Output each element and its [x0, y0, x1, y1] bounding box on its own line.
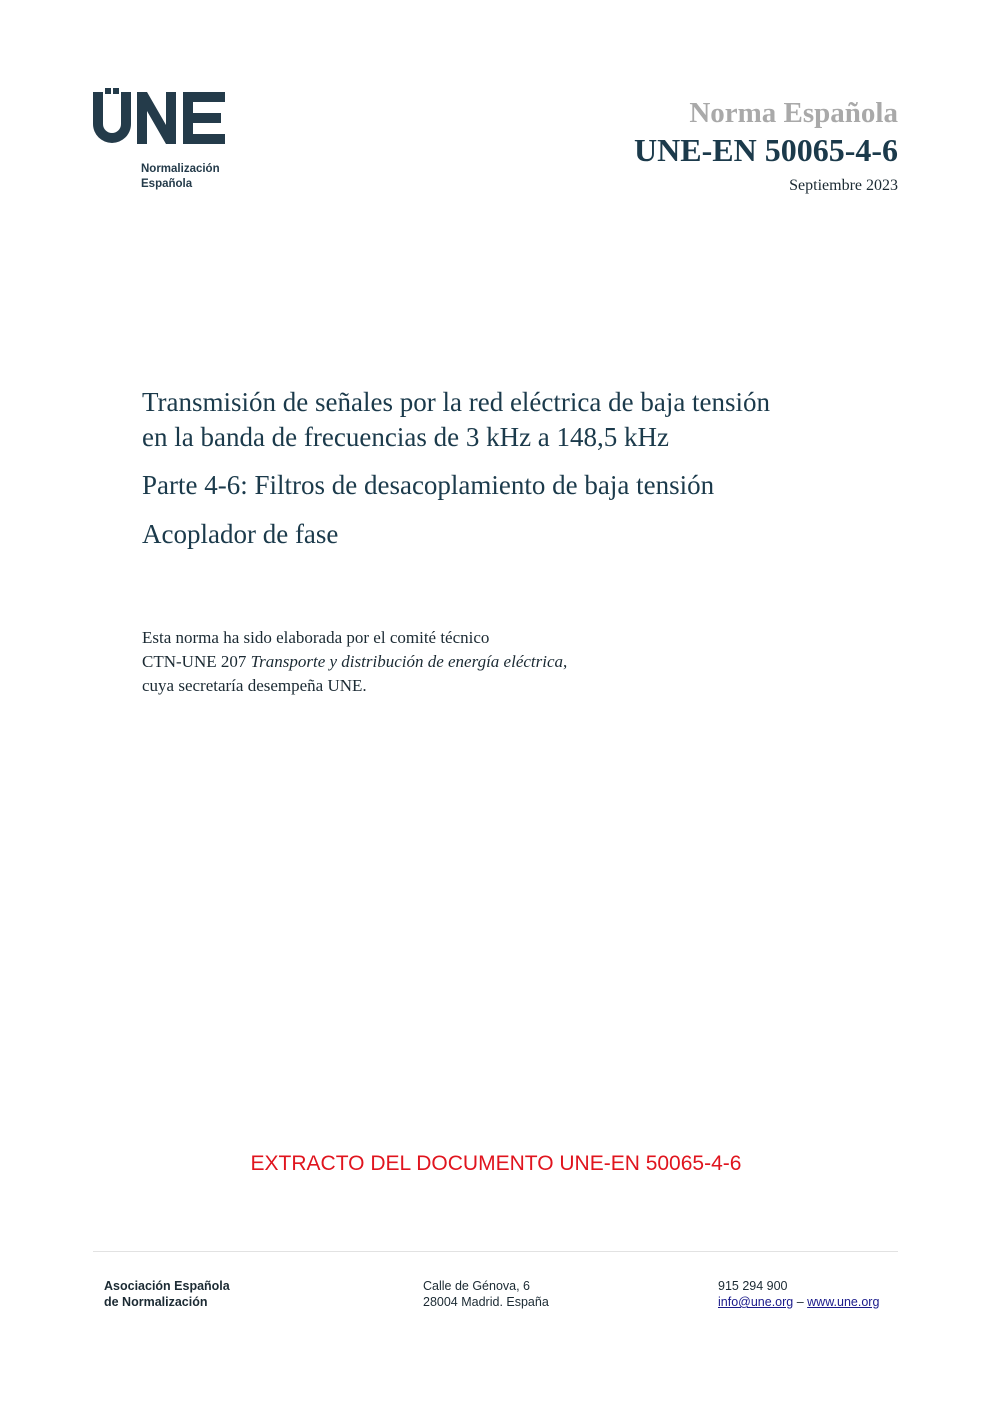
une-logo-mark	[92, 88, 228, 146]
logo-subtitle-line2: Española	[141, 178, 193, 190]
footer-divider	[93, 1251, 898, 1252]
document-subtitle: Acoplador de fase	[142, 519, 339, 549]
footer-organization	[104, 1278, 230, 1310]
logo-subtitle	[141, 162, 220, 192]
committee-code: CTN-UNE 207	[142, 652, 247, 671]
footer-org-line-1: Asociación Española	[104, 1279, 230, 1293]
committee-comma: ,	[563, 652, 568, 671]
footer-address-line-2: 28004 Madrid. España	[423, 1295, 549, 1309]
committee-line-2	[142, 650, 842, 674]
footer-contact	[718, 1278, 879, 1310]
footer-link-separator: –	[793, 1295, 808, 1309]
footer-org-line-2: de Normalización	[104, 1295, 208, 1309]
logo-subtitle-line1: Normalización	[141, 163, 220, 175]
footer-links	[718, 1294, 879, 1310]
document-title-block	[142, 385, 922, 552]
norma-label: Norma Española	[689, 97, 898, 129]
title-line-1: Transmisión de señales por la red eléctrica de baja tensión	[142, 387, 771, 417]
document-title	[142, 385, 922, 455]
une-logo	[92, 88, 242, 198]
standard-header	[634, 96, 898, 195]
document-part-title: Parte 4-6: Filtros de desacoplamiento de baja tensión	[142, 470, 715, 500]
footer-phone: 915 294 900	[718, 1279, 788, 1293]
footer-address	[423, 1278, 549, 1310]
committee-line-1: Esta norma ha sido elaborada por el comité técnico	[142, 628, 490, 647]
extract-notice: EXTRACTO DEL DOCUMENTO UNE-EN 50065-4-6	[250, 1152, 742, 1175]
committee-name: Transporte y distribución de energía eléctrica	[250, 652, 564, 671]
title-line-2: en la banda de frecuencias de 3 kHz a 148,5 kHz	[142, 422, 670, 452]
publication-date: Septiembre 2023	[789, 177, 898, 194]
standard-code: UNE-EN 50065-4-6	[634, 132, 898, 168]
email-link[interactable]: info@une.org	[718, 1295, 794, 1309]
website-link[interactable]: www.une.org	[807, 1295, 880, 1309]
committee-statement	[142, 626, 842, 698]
footer-address-line-1: Calle de Génova, 6	[423, 1279, 531, 1293]
committee-line-3: cuya secretaría desempeña UNE.	[142, 676, 367, 695]
